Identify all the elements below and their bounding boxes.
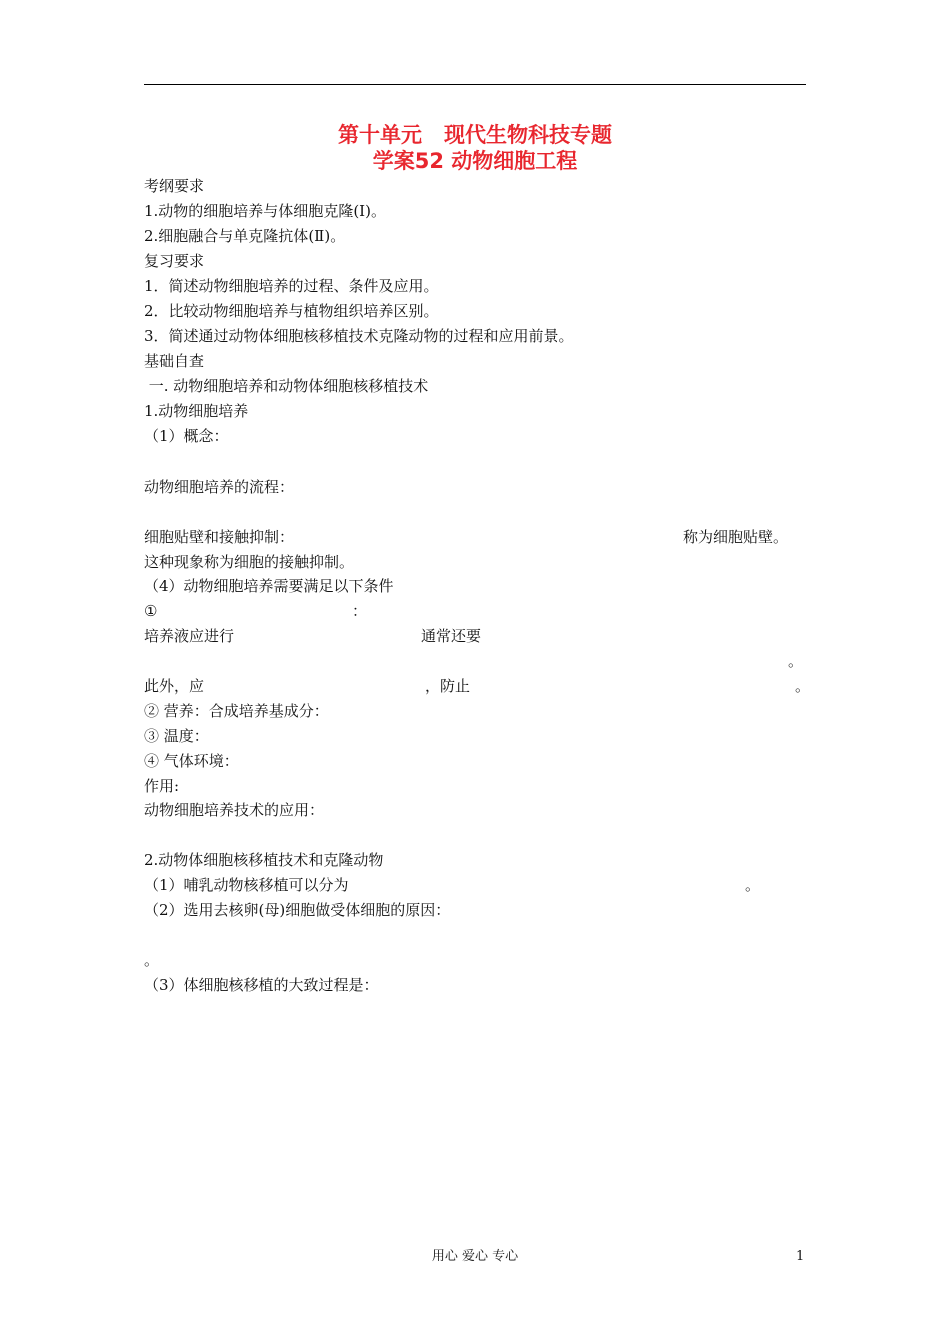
review-requirement-item: 3．简述通过动物体细胞核移植技术克隆动物的过程和应用前景。: [144, 327, 574, 345]
blank-end-period: 。: [144, 951, 160, 969]
contact-inhibition-text: 这种现象称为细胞的接触抑制。: [144, 553, 355, 571]
blank-end-period: 。: [745, 876, 761, 894]
condition-1-marker: ①: [144, 602, 158, 620]
besides-prompt: 此外，应: [144, 677, 205, 695]
section-heading: 一. 动物细胞培养和动物体细胞核移植技术: [144, 377, 429, 395]
exam-requirement-item: 2.细胞融合与单克隆抗体(Ⅱ)。: [144, 227, 346, 245]
concept-prompt: （1）概念：: [144, 427, 229, 445]
medium-prompt-continued: 通常还要: [421, 627, 482, 645]
conditions-heading: （4）动物细胞培养需要满足以下条件: [144, 577, 394, 595]
exam-requirements-heading: 考纲要求: [144, 177, 205, 195]
review-requirements-heading: 复习要求: [144, 252, 205, 270]
review-requirement-item: 2．比较动物细胞培养与植物组织培养区别。: [144, 302, 439, 320]
egg-reason-prompt: （2）选用去核卵(母)细胞做受体细胞的原因：: [144, 901, 451, 919]
gas-environment-prompt: ④ 气体环境：: [144, 752, 239, 770]
lesson-title: 学案52 动物细胞工程: [372, 149, 578, 173]
effect-prompt: 作用:: [144, 777, 180, 795]
blank-end-period: 。: [788, 652, 804, 670]
condition-1-colon: ：: [352, 602, 368, 620]
exam-requirement-item: 1.动物的细胞培养与体细胞克隆(Ⅰ)。: [144, 202, 386, 220]
adhesion-ending: 称为细胞贴壁。: [683, 528, 789, 546]
besides-prompt-continued: ，防止: [425, 677, 471, 695]
nutrition-prompt: ② 营养：合成培养基成分：: [144, 702, 329, 720]
flow-prompt: 动物细胞培养的流程：: [144, 478, 295, 496]
review-requirement-item: 1．简述动物细胞培养的过程、条件及应用。: [144, 277, 439, 295]
medium-prompt: 培养液应进行: [144, 627, 235, 645]
subsection-heading: 1.动物细胞培养: [144, 402, 249, 420]
unit-title: 第十单元 现代生物科技专题: [338, 123, 612, 147]
subsection-heading: 2.动物体细胞核移植技术和克隆动物: [144, 851, 384, 869]
page-number: 1: [796, 1249, 805, 1264]
header-rule: [144, 84, 806, 85]
basics-heading: 基础自查: [144, 352, 205, 370]
application-prompt: 动物细胞培养技术的应用：: [144, 801, 325, 819]
footer-motto: 用心 爱心 专心: [431, 1249, 519, 1264]
nuclear-transfer-types-prompt: （1）哺乳动物核移植可以分为: [144, 876, 349, 894]
adhesion-prompt: 细胞贴壁和接触抑制：: [144, 528, 295, 546]
blank-end-period: 。: [795, 677, 811, 695]
temperature-prompt: ③ 温度：: [144, 727, 209, 745]
process-prompt: （3）体细胞核移植的大致过程是：: [144, 976, 379, 994]
